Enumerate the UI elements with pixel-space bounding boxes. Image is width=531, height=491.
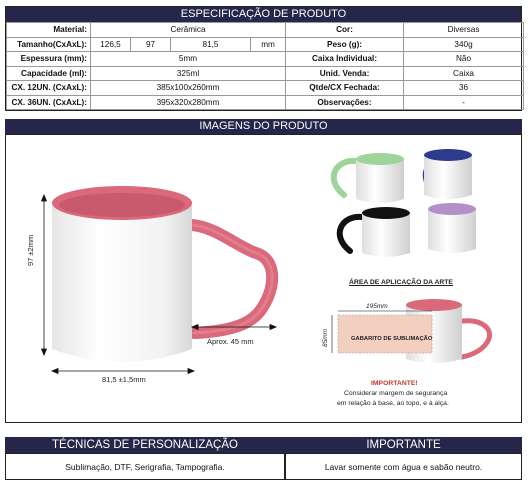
peso-label: Peso (g):: [286, 37, 404, 52]
espessura-label: Espessura (mm):: [7, 52, 91, 67]
area-height-label: 85mm: [322, 328, 329, 347]
importante-title: IMPORTANTE: [285, 437, 522, 453]
important-warning-line1: Considerar margem de segurança: [344, 390, 448, 397]
area-width-label: 195mm: [366, 303, 388, 310]
unid-venda-label: Unid. Venda:: [286, 66, 404, 81]
importante-panel: [285, 453, 522, 480]
mug-variant-black: [340, 207, 410, 257]
spec-row-material: [7, 23, 524, 38]
importante-text: Lavar somente com água e sabão neutro.: [324, 462, 483, 472]
espessura-value: 5mm: [91, 52, 286, 67]
spec-row-capacidade: [7, 66, 524, 81]
mug-variant-purple: [428, 203, 476, 253]
height-dimension-label: 97 ±2mm: [26, 234, 35, 266]
capacidade-value: 325ml: [91, 66, 286, 81]
images-title: IMAGENS DO PRODUTO: [5, 119, 522, 134]
tamanho-unit: mm: [251, 37, 286, 52]
spec-row-cx36: [7, 95, 524, 110]
mug-variant-blue: [424, 149, 472, 199]
spec-row-tamanho: [7, 37, 524, 52]
mug-variant-green: [334, 153, 404, 203]
tamanho-l: 81,5: [171, 37, 251, 52]
dimension-width: [52, 369, 194, 374]
material-label: Material:: [7, 23, 91, 38]
observacoes-value: -: [404, 95, 524, 110]
images-panel: [5, 134, 522, 423]
important-warning-line2: em relação à base, ao topo, e à alça.: [337, 400, 449, 407]
tecnicas-text: Sublimação, DTF, Serigrafia, Tampografia.: [65, 462, 225, 472]
cor-value: Diversas: [404, 23, 524, 38]
capacidade-label: Capacidade (ml):: [7, 66, 91, 81]
cx36-value: 395x320x280mm: [91, 95, 286, 110]
mug-large: [52, 186, 272, 362]
qtde-label: Qtde/CX Fechada:: [286, 81, 404, 96]
cx12-label: CX. 12UN. (CxAxL):: [7, 81, 91, 96]
important-warning-title: IMPORTANTE!: [371, 380, 418, 387]
peso-value: 340g: [404, 37, 524, 52]
tamanho-a: 97: [131, 37, 171, 52]
cor-label: Cor:: [286, 23, 404, 38]
unid-venda-value: Caixa: [404, 66, 524, 81]
cx36-label: CX. 36UN. (CxAxL):: [7, 95, 91, 110]
tamanho-c: 126,5: [91, 37, 131, 52]
spec-title: ESPECIFICAÇÃO DE PRODUTO: [6, 7, 521, 22]
area-application-title: ÁREA DE APLICAÇÃO DA ARTE: [349, 279, 453, 286]
spec-row-cx12: [7, 81, 524, 96]
spec-row-espessura: [7, 52, 524, 67]
mug-template-illustration: [332, 299, 490, 363]
caixa-individual-label: Caixa Individual:: [286, 52, 404, 67]
spec-table: [5, 6, 522, 111]
gabarito-label: GABARITO DE SUBLIMAÇÃO: [351, 336, 433, 342]
tamanho-label: Tamanho(CxAxL):: [7, 37, 91, 52]
caixa-individual-value: Não: [404, 52, 524, 67]
tecnicas-panel: [5, 453, 285, 480]
cx12-value: 385x100x260mm: [91, 81, 286, 96]
tecnicas-title: TÉCNICAS DE PERSONALIZAÇÃO: [5, 437, 285, 453]
width-dimension-label: 81,5 ±1,5mm: [102, 375, 146, 384]
observacoes-label: Observações:: [286, 95, 404, 110]
qtde-value: 36: [404, 81, 524, 96]
handle-dimension-label: Aprox. 45 mm: [207, 337, 254, 346]
material-value: Cerâmica: [91, 23, 286, 38]
dimension-height: [42, 195, 47, 355]
